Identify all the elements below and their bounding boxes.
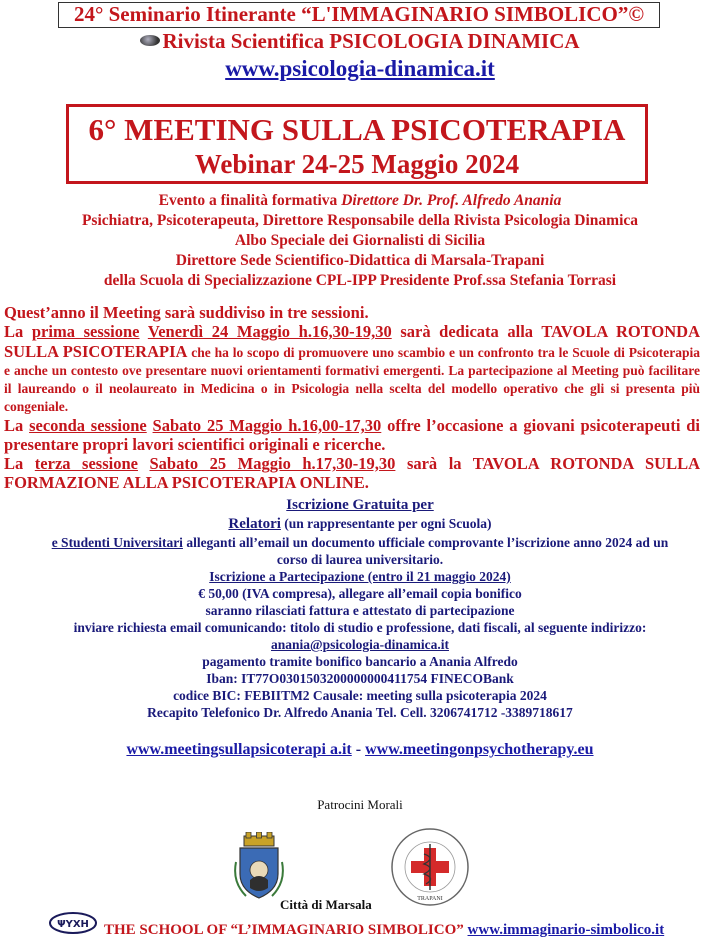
seminar-title: 24° Seminario Itinerante “L'IMMAGINARIO SIMBOLICO”© [58,2,660,28]
third-session-description: sarà la TAVOLA ROTONDA SULLA FORMAZIONE ALLA PSICOTERAPIA ONLINE. [4,454,700,492]
free-registration-heading: Iscrizione Gratuita per [286,497,434,513]
registration-block [0,496,720,721]
second-session-name: seconda sessione [29,416,147,435]
organizer-register: Albo Speciale dei Giornalisti di Sicilia [234,232,486,249]
second-session-description: offre l’occasione a giovani psicoterapeuti di presentare propri lavori scientifici originali e ricerche. [4,416,700,454]
organizer-director: Direttore Dr. Prof. Alfredo Anania [341,192,562,209]
fee: € 50,00 (IVA compresa), allegare all’email copia bonifico [198,586,522,601]
psyche-logo-icon [48,911,98,935]
first-session-when: Venerdì 24 Maggio h.16,30-19,30 [147,322,392,341]
contact-email-link[interactable]: anania@psicologia-dinamica.it [271,637,449,652]
paid-registration-heading: Iscrizione a Partecipazione (entro il 21 maggio 2024) [209,569,511,584]
third-session: La terza sessione Sabato 25 Maggio h.17,30-19,30 sarà la TAVOLA ROTONDA SULLA FORMAZIONE ALLA PSICOTERAPIA ONLINE. [4,454,700,492]
sessions-intro: Quest’anno il Meeting sarà suddiviso in tre sessioni. [4,303,369,322]
footer [48,911,720,941]
journal-line [0,29,720,54]
first-session-name: prima sessione [31,322,140,341]
city-name: Città di Marsala [280,897,372,912]
marsala-coat-of-arms-icon [232,832,286,902]
students-note-2: corso di laurea universitario. [276,552,444,567]
journal-name: Rivista Scientifica PSICOLOGIA DINAMICA [162,29,580,53]
speakers-note: (un rappresentante per ogni Scuola) [280,516,492,531]
third-session-name: terza sessione [34,454,138,473]
meeting-websites: www.meetingsullapsicoterapi a.it - www.meetingonpsychotherapy.eu [126,741,594,758]
bic-code: codice BIC: FEBIITM2 Causale: meeting sulla psicoterapia 2024 [173,688,547,703]
invoice-note: saranno rilasciati fattura e attestato di partecipazione [205,603,515,618]
students-note: alleganti all’email un documento ufficiale comprovante l’iscrizione anno 2024 ad un [182,535,669,550]
organizer-intro: Evento a finalità formativa [158,192,342,209]
organizer-seat: Direttore Sede Scientifico-Didattica di Marsala-Trapani [175,252,545,269]
second-session: La seconda sessione Sabato 25 Maggio h.16,00-17,30 offre l’occasione a giovani psicoterapeuti di presentare propri lavori scientifici originali e ricerche. [4,416,700,454]
school-name: THE SCHOOL OF “L’IMMAGINARIO SIMBOLICO” [104,922,468,938]
organizer-school: della Scuola di Specializzazione CPL-IPP Presidente Prof.ssa Stefania Torrasi [103,272,617,289]
meeting-website-eu-link[interactable]: www.meetingonpsychotherapy.eu [365,741,594,758]
students-label: e Studenti Universitari [51,535,183,550]
phone-contact: Recapito Telefonico Dr. Alfredo Anania Tel. Cell. 3206741712 -3389718617 [147,705,573,720]
request-instructions: inviare richiesta email comunicando: titolo di studio e professione, dati fiscali, al seguente indirizzo: [73,620,647,635]
school-website-link[interactable]: www.immaginario-simbolico.it [467,922,665,938]
speakers-label: Relatori [228,516,281,532]
psyche-logo-text: ΨΥΧΗ [57,919,89,930]
seal-text: TRAPANI [417,896,443,902]
second-session-when: Sabato 25 Maggio h.16,00-17,30 [152,416,382,435]
meeting-banner [66,104,648,184]
first-session-description: che ha lo scopo di promuovere uno scambio e un confronto tra le Scuole di Psicoterapia e anche un contesto ove presentare nuovi orientamenti formativi emergenti. La partecipazione al Meeting può facilitare il laureando o il neolaureato in Medicina o in Psicologia nella scelta del modello operativo che gli si presenta più congeniale. [4,345,701,414]
third-session-when: Sabato 25 Maggio h.17,30-19,30 [149,454,396,473]
journal-website-link[interactable]: www.psicologia-dinamica.it [225,56,495,81]
medical-order-seal-icon [389,826,471,908]
payment-method: pagamento tramite bonifico bancario a Anania Alfredo [202,654,518,669]
organizer-role: Psichiatra, Psicoterapeuta, Direttore Responsabile della Rivista Psicologia Dinamica [81,212,639,229]
sessions-description [4,303,700,492]
meeting-date: Webinar 24-25 Maggio 2024 [194,149,520,179]
journal-logo-icon [140,35,160,46]
first-session-topic: sarà dedicata alla TAVOLA ROTONDA SULLA PSICOTERAPIA [4,322,701,361]
meeting-title: 6° MEETING SULLA PSICOTERAPIA [88,112,626,147]
organizer-block [0,191,720,291]
first-session: La prima sessione Venerdì 24 Maggio h.16,30-19,30 sarà dedicata alla TAVOLA ROTONDA SULLA PSICOTERAPIA che ha lo scopo di promuovere uno scambio e un confronto tra le Scuole di Psicoterapia e anche un contesto ove presentare nuovi orientamenti formativi emergenti. La partecipazione al Meeting può facilitare il laureando o il neolaureato in Medicina o in Psicologia nella scelta del modello operativo che gli si presenta più congeniale. [4,322,701,414]
iban: Iban: IT77O0301503200000000411754 FINECOBank [206,671,514,686]
meeting-website-it-link[interactable]: www.meetingsullapsicoterapi a.it [126,741,352,758]
patronage-heading: Patrocini Morali [317,797,403,812]
